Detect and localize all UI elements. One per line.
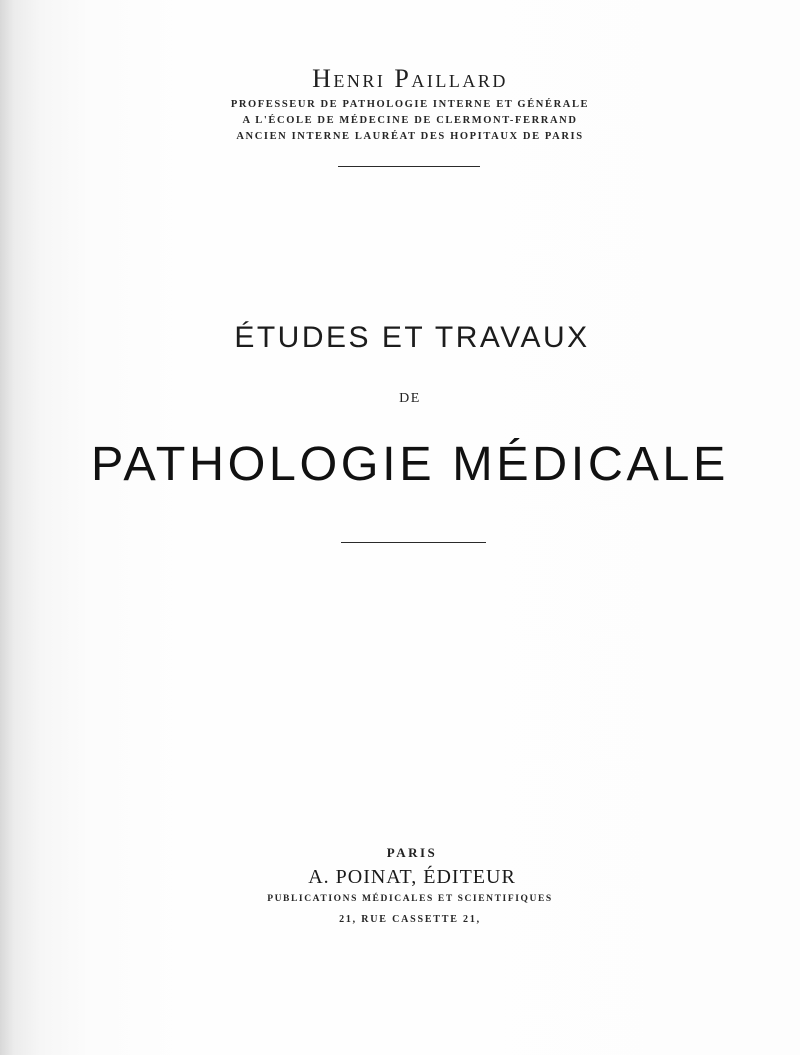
- author-credential: ANCIEN INTERNE LAURÉAT DES HOPITAUX DE PARIS: [236, 131, 584, 142]
- book-title-upper: ÉTUDES ET TRAVAUX: [234, 321, 590, 354]
- author-credential: PROFESSEUR DE PATHOLOGIE INTERNE ET GÉNÉRALE: [230, 99, 590, 110]
- author-name: Henri Paillard: [312, 64, 508, 93]
- divider-rule: [338, 166, 480, 167]
- publisher-city: PARIS: [386, 845, 438, 860]
- publisher-description: PUBLICATIONS MÉDICALES ET SCIENTIFIQUES: [267, 894, 553, 904]
- book-title-connector: DE: [399, 391, 421, 406]
- book-title-main: PATHOLOGIE MÉDICALE: [91, 437, 729, 491]
- author-credential: A L'ÉCOLE DE MÉDECINE DE CLERMONT-FERRAND: [242, 115, 578, 126]
- publisher-name: A. POINAT, ÉDITEUR: [308, 866, 516, 888]
- divider-rule: [341, 542, 486, 543]
- publisher-address: 21, RUE CASSETTE 21,: [339, 914, 481, 925]
